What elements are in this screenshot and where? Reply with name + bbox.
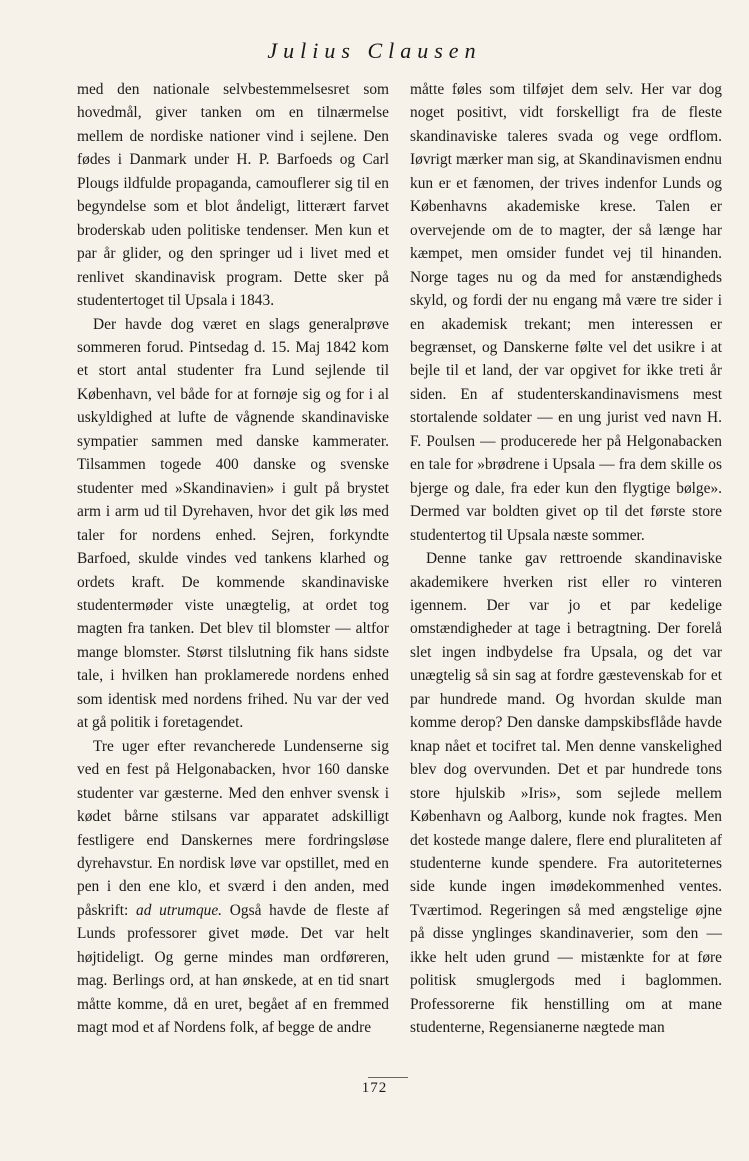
latin-motto: ad utrumque. (136, 901, 223, 919)
paragraph: med den nationale selvbestemmelsesret som hovedmål, giver tanken om en tilnærmelse mellem de nordiske nationer vind i sejlene. Den fødes i Danmark under H. P. Barfoeds og Carl Plougs ildfulde propaganda, camouflerer sig til en begyndelse som et blot åndeligt, litterært farvet broderskab uden politiske tendenser. Men kun et par år glider, og den springer ud i livet med et renlivet skandinavisk program. Dette sker på studentertoget til Upsala i 1843. (77, 81, 389, 310)
paragraph-text: Også havde de fleste af Lunds professorer givet møde. Det var helt højtideligt. Og gerne mindes man ordføreren, mag. Berlings ord, at han ønskede, at en tid snart måtte komme, då en uret, begået af en fremmed magt mod et af Nordens folk, af begge de andre (77, 901, 389, 1037)
running-header: Julius Clausen (267, 38, 482, 63)
paragraph: Der havde dog været en slags generalprøve sommeren forud. Pintsedag d. 15. Maj 1842 kom et stort antal studenter fra Lund sejlende til København, vel både for at fornøje sig og for i al uskyldighed at lufte de vågnende skandinaviske sympatier sammen med danske kammerater. Tilsammen togede 400 danske og svenske studenter med »Skandinavien» i gult på brystet arm i arm ud til Dyrehaven, hvor det gik løs med taler for nordens enhed. Sejren, forkyndte Barfoed, skulde vindes ved tankens klarhed og ordets kraft. De kommende skandinaviske studentermøder viste unægtelig, at ordet tog magten fra tanken. Det blev til blomster — altfor mange blomster. Størst tilslutning fik hans sidste tale, i hvilken han proklamerede nordens enhed som identisk med nordens frihed. Nu var der ved at gå politik i foretagendet. (77, 315, 389, 732)
paragraph (77, 735, 389, 1040)
paragraph-text: Tre uger efter revancherede Lundenserne sig ved en fest på Helgonabacken, hvor 160 danske studenter var gæsterne. Med den enhver svensk i kødet bårne stilsans var apparatet adskilligt festligere end Danskernes mere fordringsløse dyrehavstur. En nordisk løve var opstillet, med en pen i den ene klo, et sværd i den anden, med påskrift: (77, 737, 389, 919)
page-number-rule (368, 1077, 408, 1078)
paragraph: Denne tanke gav rettroende skandinaviske akademikere hverken rist eller ro vinteren igennem. Der var jo et par kedelige omstændigheder at tage i betragtning. Der forelå slet ingen indbydelse fra Upsala, og det var unægtelig så sin sag at fordre gæstevenskab for et par hundrede mand. Og hvordan skulde man komme derop? Den danske dampskibsflåde havde knap nået et tocifret tal. Men denne vanskelighed blev dog overvunden. Det et par hundrede tons store hjulskib »Iris», som sejlede mellem København og Aalborg, kunde nok fragtes. Men det kostede mange dalere, flere end pluraliteten af studenterne kunde spendere. Fra autoriteternes side kunde ingen imødekommenhed ventes. Tværtimod. Regeringen så med ængstelige øjne på disse ynglinges skandinaverier, som den — ikke helt uden grund — mistænkte for at føre politisk smuglergods med i baglommen. Professorerne fik henstilling om at mane studenterne, Regensianerne nægtede man (410, 550, 722, 1037)
right-column (410, 78, 722, 1040)
paragraph: måtte føles som tilføjet dem selv. Her var dog noget positivt, vidt forskelligt fra de fleste skandinaviske taleres svada og vege ordflom. Iøvrigt mærker man sig, at Skandinavismen endnu kun er et fænomen, der trives indenfor Lunds og Københavns akademiske krese. Talen er overvejende om de to magter, der så længe har kæmpet, men omsider fundet vej til hinanden. Norge tages nu og da med for anstændigheds skyld, og fordi der nu engang må være tre sider i en akademisk trekant; men interessen er begrænset, og Danskerne følte vel det usikre i at bejle til et land, der var opgivet for ikke treti år siden. En af studenterskandinavismens mest stortalende soldater — en ung jurist ved navn H. F. Poulsen — producerede her på Helgonabacken en tale for »brødrene i Upsala — fra dem skille os bjerge og dale, fra eder kun den flygtige bølge». Dermed var boldten givet op til det første store studentertog til Upsala næste sommer. (410, 81, 722, 544)
left-column (77, 78, 389, 1040)
page-number: 172 (361, 1080, 388, 1096)
